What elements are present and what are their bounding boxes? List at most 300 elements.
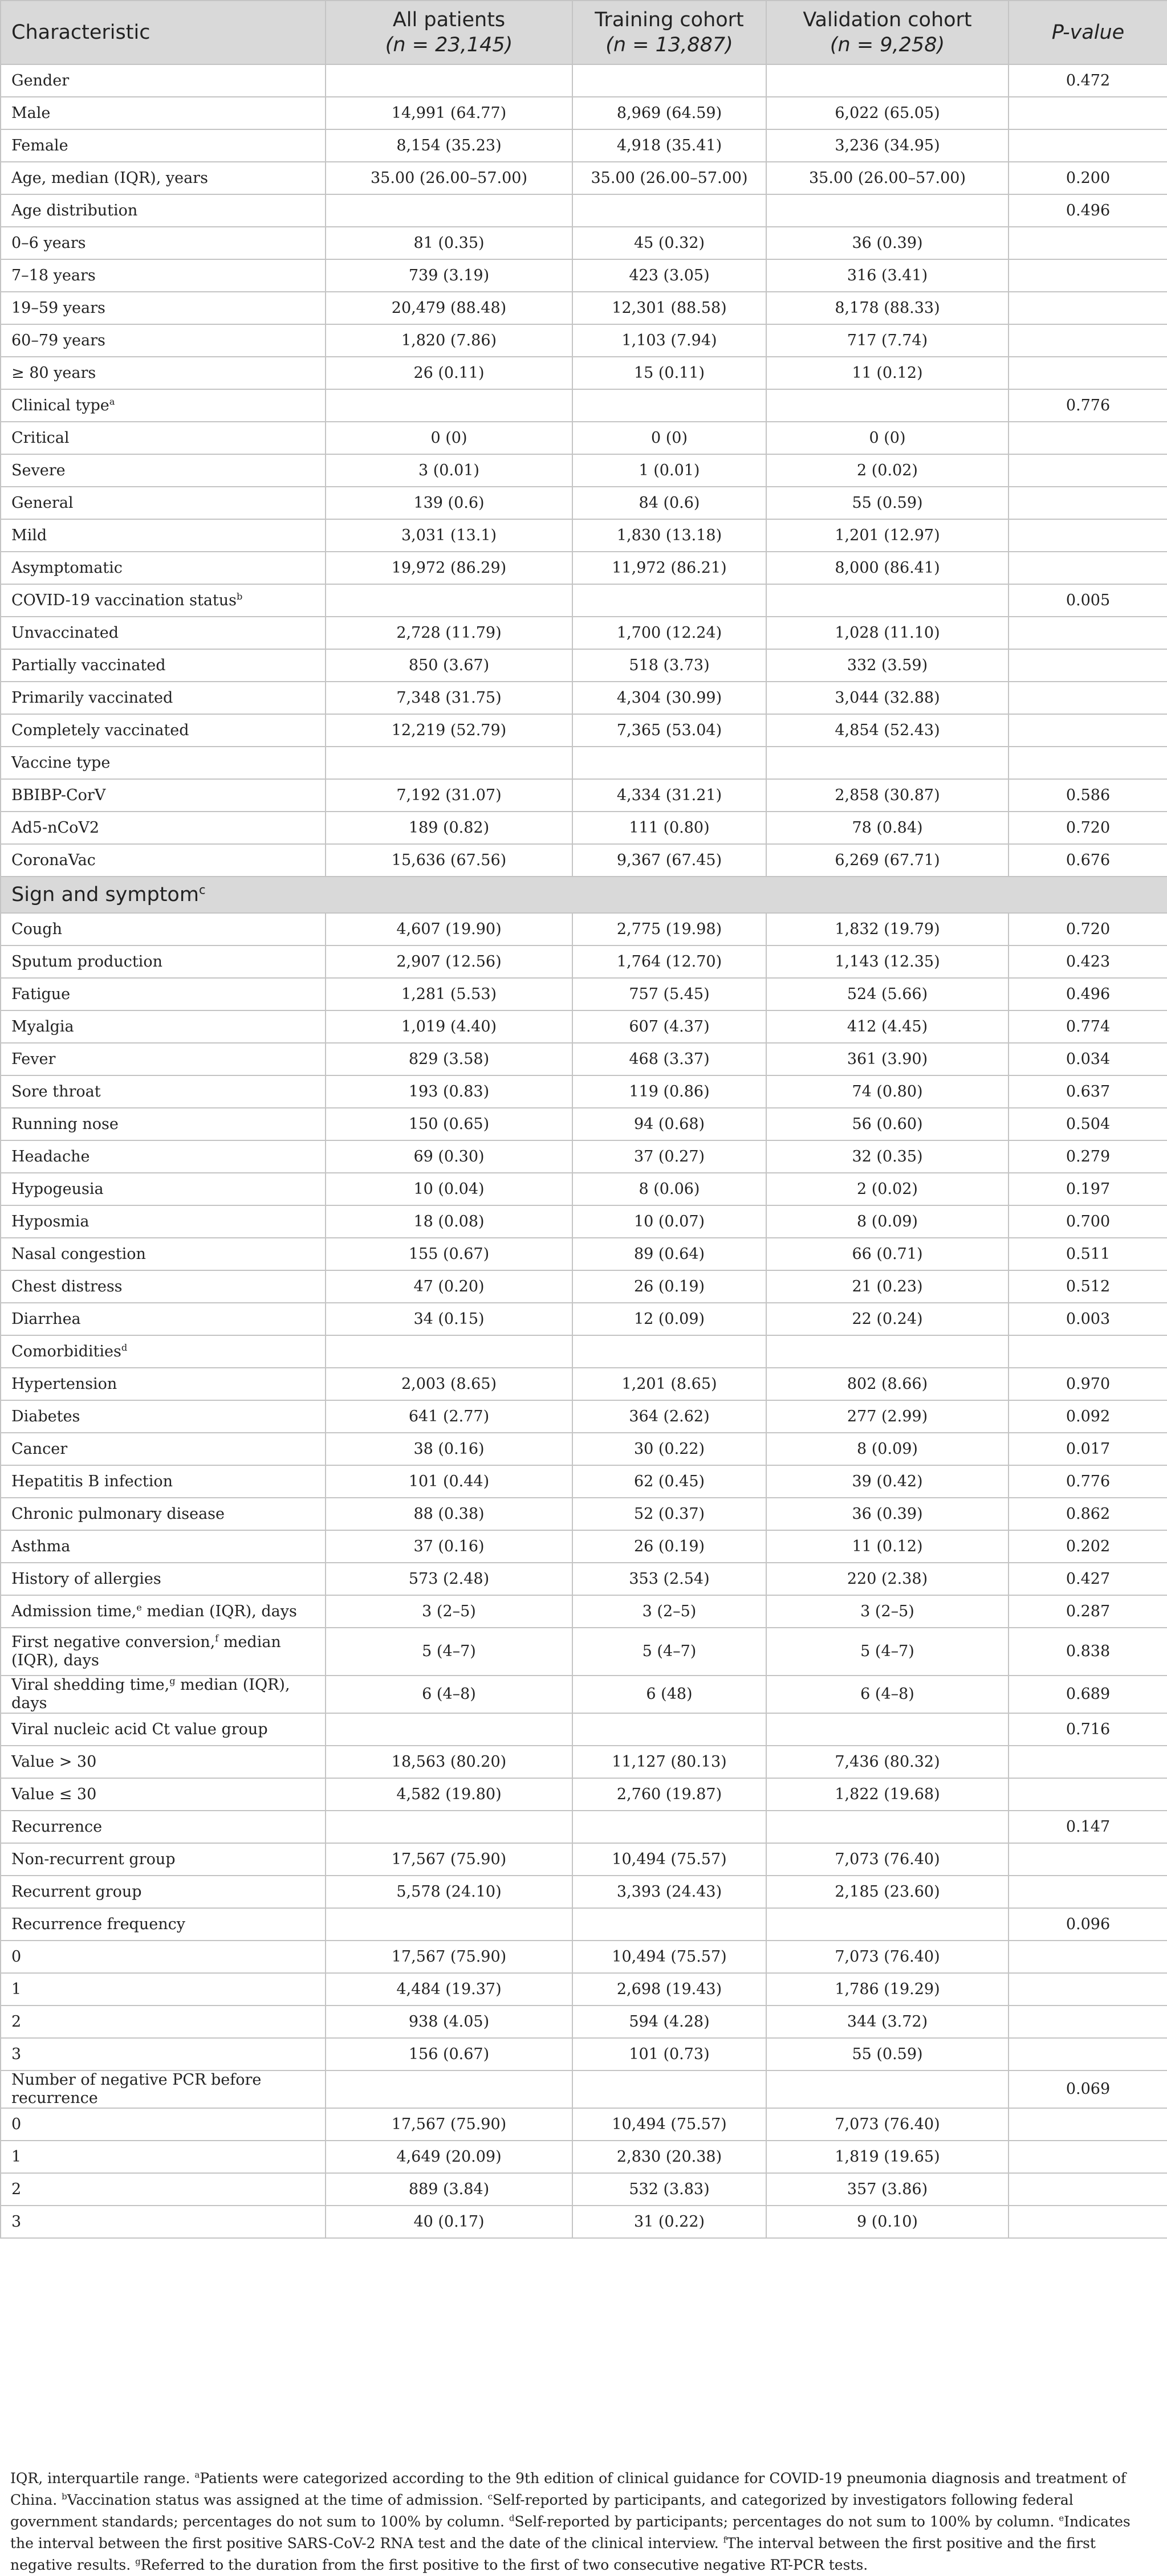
row-label-text: COVID-19 vaccination status bbox=[11, 591, 237, 609]
footnote-marker: f bbox=[723, 2534, 727, 2545]
row-label-text: Vaccine type bbox=[11, 753, 111, 772]
cell-all-patients: 2,728 (11.79) bbox=[326, 617, 572, 649]
cell-pvalue: 0.776 bbox=[1009, 389, 1167, 422]
cell-training-cohort bbox=[572, 1335, 766, 1368]
cell-all-patients: 8,154 (35.23) bbox=[326, 129, 572, 162]
row-label-text: Value ≤ 30 bbox=[11, 1785, 97, 1803]
row-label bbox=[1, 1973, 326, 2006]
cell-training-cohort: 84 (0.6) bbox=[572, 487, 766, 519]
cell-pvalue: 0.092 bbox=[1009, 1400, 1167, 1433]
cell-pvalue: 0.197 bbox=[1009, 1173, 1167, 1205]
row-label-text: Severe bbox=[11, 461, 66, 479]
cell-training-cohort: 45 (0.32) bbox=[572, 227, 766, 259]
cell-all-patients bbox=[326, 1908, 572, 1941]
cell-all-patients bbox=[326, 2070, 572, 2108]
cell-training-cohort: 10,494 (75.57) bbox=[572, 1843, 766, 1876]
cell-pvalue bbox=[1009, 1973, 1167, 2006]
table-row bbox=[1, 747, 1167, 779]
row-label-text: Partially vaccinated bbox=[11, 656, 166, 674]
cell-validation-cohort: 6,022 (65.05) bbox=[766, 97, 1009, 129]
row-label-text: ≥ 80 years bbox=[11, 364, 96, 382]
cell-validation-cohort: 55 (0.59) bbox=[766, 2038, 1009, 2070]
row-label-text: General bbox=[11, 494, 74, 512]
cell-all-patients: 15,636 (67.56) bbox=[326, 844, 572, 877]
cell-validation-cohort: 1,786 (19.29) bbox=[766, 1973, 1009, 2006]
cell-validation-cohort: 2,858 (30.87) bbox=[766, 779, 1009, 812]
footnote-marker: e bbox=[1059, 2513, 1064, 2524]
cell-validation-cohort: 6 (4–8) bbox=[766, 1676, 1009, 1713]
cell-all-patients: 5,578 (24.10) bbox=[326, 1876, 572, 1908]
row-label bbox=[1, 2206, 326, 2238]
cell-pvalue: 0.472 bbox=[1009, 64, 1167, 97]
cell-training-cohort bbox=[572, 1713, 766, 1746]
row-label-text: Non-recurrent group bbox=[11, 1850, 176, 1868]
cell-training-cohort: 101 (0.73) bbox=[572, 2038, 766, 2070]
cell-pvalue bbox=[1009, 1778, 1167, 1811]
row-label-text: Diarrhea bbox=[11, 1310, 81, 1328]
cell-training-cohort: 31 (0.22) bbox=[572, 2206, 766, 2238]
cell-validation-cohort: 316 (3.41) bbox=[766, 259, 1009, 292]
cell-all-patients: 1,281 (5.53) bbox=[326, 978, 572, 1010]
cell-pvalue: 0.069 bbox=[1009, 2070, 1167, 2108]
table-row bbox=[1, 913, 1167, 945]
cell-pvalue: 0.716 bbox=[1009, 1713, 1167, 1746]
cell-validation-cohort: 55 (0.59) bbox=[766, 487, 1009, 519]
table-row bbox=[1, 1108, 1167, 1140]
cell-validation-cohort: 39 (0.42) bbox=[766, 1465, 1009, 1498]
cell-validation-cohort: 1,201 (12.97) bbox=[766, 519, 1009, 552]
cell-pvalue: 0.147 bbox=[1009, 1811, 1167, 1843]
footnote-text: Referred to the duration from the first positive to the first of two consecutive negative RT-PCR tests. bbox=[140, 2557, 868, 2573]
cell-training-cohort: 4,334 (31.21) bbox=[572, 779, 766, 812]
cell-validation-cohort: 22 (0.24) bbox=[766, 1303, 1009, 1335]
cell-pvalue: 0.496 bbox=[1009, 978, 1167, 1010]
table-row bbox=[1, 1811, 1167, 1843]
cell-training-cohort: 518 (3.73) bbox=[572, 649, 766, 682]
footnote-marker: a bbox=[194, 2469, 200, 2480]
header-pvalue bbox=[1009, 1, 1167, 64]
cell-validation-cohort: 9 (0.10) bbox=[766, 2206, 1009, 2238]
cell-all-patients: 47 (0.20) bbox=[326, 1270, 572, 1303]
row-label-text: Headache bbox=[11, 1147, 90, 1165]
cell-all-patients: 739 (3.19) bbox=[326, 259, 572, 292]
table-row bbox=[1, 1908, 1167, 1941]
row-label bbox=[1, 2038, 326, 2070]
table-row bbox=[1, 129, 1167, 162]
row-label bbox=[1, 1530, 326, 1563]
cell-pvalue bbox=[1009, 129, 1167, 162]
row-label-text: 2 bbox=[11, 2012, 22, 2031]
row-label bbox=[1, 1368, 326, 1400]
row-label-text: Female bbox=[11, 136, 68, 154]
row-label-text: First negative conversion, bbox=[11, 1633, 215, 1651]
cell-all-patients: 26 (0.11) bbox=[326, 357, 572, 389]
cell-pvalue: 0.423 bbox=[1009, 945, 1167, 978]
cell-all-patients: 38 (0.16) bbox=[326, 1433, 572, 1465]
header-pvalue-text: P-value bbox=[1051, 21, 1125, 44]
cell-validation-cohort: 277 (2.99) bbox=[766, 1400, 1009, 1433]
row-label-text: Gender bbox=[11, 71, 70, 89]
footnote-marker: g bbox=[169, 1676, 176, 1686]
header-training-cohort bbox=[572, 1, 766, 64]
cell-pvalue bbox=[1009, 487, 1167, 519]
cell-validation-cohort: 56 (0.60) bbox=[766, 1108, 1009, 1140]
cell-training-cohort: 1,700 (12.24) bbox=[572, 617, 766, 649]
row-label-text: 7–18 years bbox=[11, 266, 96, 284]
row-label-text: Completely vaccinated bbox=[11, 721, 189, 739]
table-row bbox=[1, 162, 1167, 194]
cell-validation-cohort: 3,044 (32.88) bbox=[766, 682, 1009, 714]
table-row bbox=[1, 1530, 1167, 1563]
cell-all-patients: 37 (0.16) bbox=[326, 1530, 572, 1563]
cell-pvalue: 0.720 bbox=[1009, 913, 1167, 945]
cell-training-cohort bbox=[572, 1811, 766, 1843]
cell-validation-cohort: 7,073 (76.40) bbox=[766, 1941, 1009, 1973]
cell-validation-cohort: 74 (0.80) bbox=[766, 1075, 1009, 1108]
cell-all-patients: 4,649 (20.09) bbox=[326, 2141, 572, 2173]
row-label-text: Cough bbox=[11, 920, 62, 938]
row-label-text: 0 bbox=[11, 2115, 22, 2133]
row-label bbox=[1, 129, 326, 162]
table-row bbox=[1, 779, 1167, 812]
footnote-text: The interval between the first positive and the first negative results. bbox=[10, 2535, 1096, 2573]
row-label-text: History of allergies bbox=[11, 1570, 161, 1588]
cell-validation-cohort bbox=[766, 194, 1009, 227]
cell-pvalue bbox=[1009, 292, 1167, 324]
row-label-text: Chest distress bbox=[11, 1277, 123, 1295]
table-row bbox=[1, 1973, 1167, 2006]
row-label bbox=[1, 747, 326, 779]
cell-training-cohort: 594 (4.28) bbox=[572, 2006, 766, 2038]
row-label-text: Recurrence frequency bbox=[11, 1915, 185, 1933]
row-label bbox=[1, 1876, 326, 1908]
footnote-marker: g bbox=[135, 2556, 141, 2567]
cell-validation-cohort: 717 (7.74) bbox=[766, 324, 1009, 357]
table-row bbox=[1, 1238, 1167, 1270]
cell-validation-cohort: 2,185 (23.60) bbox=[766, 1876, 1009, 1908]
cell-training-cohort: 62 (0.45) bbox=[572, 1465, 766, 1498]
table-row bbox=[1, 1043, 1167, 1075]
row-label bbox=[1, 714, 326, 747]
header-all-label: All patients bbox=[392, 9, 506, 31]
cell-pvalue bbox=[1009, 552, 1167, 584]
table-row bbox=[1, 324, 1167, 357]
cell-pvalue: 0.512 bbox=[1009, 1270, 1167, 1303]
row-label bbox=[1, 844, 326, 877]
cell-pvalue: 0.637 bbox=[1009, 1075, 1167, 1108]
cell-training-cohort: 4,304 (30.99) bbox=[572, 682, 766, 714]
row-label-text: 0–6 years bbox=[11, 234, 86, 252]
cell-training-cohort: 3 (2–5) bbox=[572, 1595, 766, 1628]
cell-training-cohort: 94 (0.68) bbox=[572, 1108, 766, 1140]
cell-validation-cohort: 1,822 (19.68) bbox=[766, 1778, 1009, 1811]
cell-pvalue: 0.776 bbox=[1009, 1465, 1167, 1498]
row-label-text: Hyposmia bbox=[11, 1212, 90, 1230]
table-row bbox=[1, 292, 1167, 324]
row-label-text: Running nose bbox=[11, 1115, 119, 1133]
row-label bbox=[1, 2006, 326, 2038]
cell-training-cohort: 6 (48) bbox=[572, 1676, 766, 1713]
cell-pvalue bbox=[1009, 422, 1167, 454]
cell-pvalue: 0.862 bbox=[1009, 1498, 1167, 1530]
row-label-text: Viral shedding time, bbox=[11, 1676, 170, 1694]
cell-all-patients bbox=[326, 389, 572, 422]
row-label bbox=[1, 552, 326, 584]
cell-training-cohort: 4,918 (35.41) bbox=[572, 129, 766, 162]
cell-all-patients: 4,607 (19.90) bbox=[326, 913, 572, 945]
cell-validation-cohort: 8 (0.09) bbox=[766, 1205, 1009, 1238]
cell-all-patients: 573 (2.48) bbox=[326, 1563, 572, 1595]
table-row bbox=[1, 978, 1167, 1010]
row-label-text: Clinical type bbox=[11, 396, 109, 414]
cell-training-cohort: 119 (0.86) bbox=[572, 1075, 766, 1108]
table-row bbox=[1, 945, 1167, 978]
table-row bbox=[1, 227, 1167, 259]
footnote-marker: c bbox=[487, 2491, 493, 2502]
cell-pvalue: 0.005 bbox=[1009, 584, 1167, 617]
header-validation-cohort bbox=[766, 1, 1009, 64]
cell-pvalue bbox=[1009, 1941, 1167, 1973]
cell-validation-cohort: 1,832 (19.79) bbox=[766, 913, 1009, 945]
row-label-text: Mild bbox=[11, 526, 47, 544]
cell-training-cohort: 8,969 (64.59) bbox=[572, 97, 766, 129]
table-row bbox=[1, 2206, 1167, 2238]
cell-all-patients: 150 (0.65) bbox=[326, 1108, 572, 1140]
cell-validation-cohort bbox=[766, 747, 1009, 779]
footnote-marker: b bbox=[237, 590, 243, 602]
table-row bbox=[1, 1498, 1167, 1530]
table-row bbox=[1, 1075, 1167, 1108]
row-label bbox=[1, 1173, 326, 1205]
row-label-text: Recurrence bbox=[11, 1817, 103, 1836]
table-row bbox=[1, 1205, 1167, 1238]
cell-pvalue: 0.287 bbox=[1009, 1595, 1167, 1628]
cell-validation-cohort: 0 (0) bbox=[766, 422, 1009, 454]
cell-validation-cohort bbox=[766, 2070, 1009, 2108]
cell-pvalue: 0.504 bbox=[1009, 1108, 1167, 1140]
cell-validation-cohort bbox=[766, 1908, 1009, 1941]
cell-validation-cohort bbox=[766, 389, 1009, 422]
cell-training-cohort: 10,494 (75.57) bbox=[572, 2108, 766, 2141]
cell-all-patients: 2,907 (12.56) bbox=[326, 945, 572, 978]
cell-pvalue bbox=[1009, 747, 1167, 779]
cell-pvalue bbox=[1009, 714, 1167, 747]
cell-training-cohort: 468 (3.37) bbox=[572, 1043, 766, 1075]
cell-all-patients: 193 (0.83) bbox=[326, 1075, 572, 1108]
row-label bbox=[1, 913, 326, 945]
row-label bbox=[1, 1595, 326, 1628]
cell-pvalue bbox=[1009, 357, 1167, 389]
cell-validation-cohort: 7,073 (76.40) bbox=[766, 1843, 1009, 1876]
cell-validation-cohort: 3,236 (34.95) bbox=[766, 129, 1009, 162]
row-label bbox=[1, 649, 326, 682]
row-label-text: CoronaVac bbox=[11, 851, 96, 869]
table-row bbox=[1, 519, 1167, 552]
table-row bbox=[1, 2006, 1167, 2038]
footnote-marker: d bbox=[121, 1342, 128, 1353]
cell-validation-cohort: 6,269 (67.71) bbox=[766, 844, 1009, 877]
cell-pvalue bbox=[1009, 97, 1167, 129]
table-row bbox=[1, 1335, 1167, 1368]
row-label bbox=[1, 162, 326, 194]
row-label bbox=[1, 1043, 326, 1075]
cell-all-patients: 155 (0.67) bbox=[326, 1238, 572, 1270]
cell-pvalue bbox=[1009, 2173, 1167, 2206]
row-label-text: 60–79 years bbox=[11, 331, 105, 349]
row-label bbox=[1, 1778, 326, 1811]
table-row bbox=[1, 714, 1167, 747]
table-row bbox=[1, 844, 1167, 877]
row-label-text: Comorbidities bbox=[11, 1342, 121, 1360]
row-label bbox=[1, 682, 326, 714]
cell-pvalue: 0.970 bbox=[1009, 1368, 1167, 1400]
table-row bbox=[1, 1595, 1167, 1628]
table-row bbox=[1, 2108, 1167, 2141]
cell-all-patients: 5 (4–7) bbox=[326, 1628, 572, 1676]
table-row bbox=[1, 584, 1167, 617]
cell-training-cohort: 10,494 (75.57) bbox=[572, 1941, 766, 1973]
table-row bbox=[1, 422, 1167, 454]
table-footnote bbox=[10, 2468, 1156, 2576]
cell-training-cohort: 1 (0.01) bbox=[572, 454, 766, 487]
footnote-marker: f bbox=[215, 1633, 219, 1644]
cell-pvalue: 0.017 bbox=[1009, 1433, 1167, 1465]
row-label bbox=[1, 2173, 326, 2206]
cell-validation-cohort: 7,436 (80.32) bbox=[766, 1746, 1009, 1778]
cell-training-cohort: 12 (0.09) bbox=[572, 1303, 766, 1335]
row-label-text: Primarily vaccinated bbox=[11, 688, 173, 707]
row-label-text: Sign and symptom bbox=[11, 883, 199, 906]
row-label-text: Sputum production bbox=[11, 952, 162, 971]
cell-validation-cohort: 8,178 (88.33) bbox=[766, 292, 1009, 324]
row-label-text: Fatigue bbox=[11, 985, 71, 1003]
cell-pvalue: 0.202 bbox=[1009, 1530, 1167, 1563]
cell-training-cohort: 1,764 (12.70) bbox=[572, 945, 766, 978]
cell-validation-cohort: 7,073 (76.40) bbox=[766, 2108, 1009, 2141]
cell-training-cohort: 10 (0.07) bbox=[572, 1205, 766, 1238]
section-header-row bbox=[1, 877, 1167, 913]
cell-all-patients: 40 (0.17) bbox=[326, 2206, 572, 2238]
cell-training-cohort: 9,367 (67.45) bbox=[572, 844, 766, 877]
cell-training-cohort: 364 (2.62) bbox=[572, 1400, 766, 1433]
table-row bbox=[1, 97, 1167, 129]
cell-training-cohort: 8 (0.06) bbox=[572, 1173, 766, 1205]
table-row bbox=[1, 1400, 1167, 1433]
cell-validation-cohort: 78 (0.84) bbox=[766, 812, 1009, 844]
cell-pvalue: 0.511 bbox=[1009, 1238, 1167, 1270]
cell-pvalue bbox=[1009, 1746, 1167, 1778]
cell-validation-cohort: 2 (0.02) bbox=[766, 1173, 1009, 1205]
cell-training-cohort: 2,775 (19.98) bbox=[572, 913, 766, 945]
row-label-text: Unvaccinated bbox=[11, 623, 119, 642]
cell-all-patients: 0 (0) bbox=[326, 422, 572, 454]
cell-pvalue: 0.034 bbox=[1009, 1043, 1167, 1075]
cell-pvalue bbox=[1009, 649, 1167, 682]
cell-training-cohort: 1,830 (13.18) bbox=[572, 519, 766, 552]
cell-training-cohort: 532 (3.83) bbox=[572, 2173, 766, 2206]
cell-validation-cohort: 5 (4–7) bbox=[766, 1628, 1009, 1676]
cell-training-cohort: 52 (0.37) bbox=[572, 1498, 766, 1530]
cell-training-cohort: 607 (4.37) bbox=[572, 1010, 766, 1043]
row-label-text: Myalgia bbox=[11, 1017, 74, 1036]
cell-training-cohort: 1,201 (8.65) bbox=[572, 1368, 766, 1400]
cell-training-cohort: 2,830 (20.38) bbox=[572, 2141, 766, 2173]
table-row bbox=[1, 1465, 1167, 1498]
footnote-text: Indicates the interval between the first positive SARS-CoV-2 RNA test and the date of the clinical interview. bbox=[10, 2513, 1131, 2551]
cell-validation-cohort: 1,819 (19.65) bbox=[766, 2141, 1009, 2173]
cell-all-patients: 4,484 (19.37) bbox=[326, 1973, 572, 2006]
row-label bbox=[1, 2070, 326, 2108]
cell-all-patients: 7,192 (31.07) bbox=[326, 779, 572, 812]
cell-all-patients bbox=[326, 1713, 572, 1746]
row-label bbox=[1, 1908, 326, 1941]
header-characteristic: Characteristic bbox=[1, 1, 326, 64]
row-label bbox=[1, 1270, 326, 1303]
table-row bbox=[1, 1676, 1167, 1713]
cell-validation-cohort: 21 (0.23) bbox=[766, 1270, 1009, 1303]
cell-pvalue bbox=[1009, 1843, 1167, 1876]
table-row bbox=[1, 812, 1167, 844]
header-all-n: (n = 23,145) bbox=[385, 34, 513, 56]
cell-all-patients: 641 (2.77) bbox=[326, 1400, 572, 1433]
table-row bbox=[1, 259, 1167, 292]
cell-all-patients: 139 (0.6) bbox=[326, 487, 572, 519]
table-row bbox=[1, 552, 1167, 584]
cell-validation-cohort bbox=[766, 1713, 1009, 1746]
cell-validation-cohort: 2 (0.02) bbox=[766, 454, 1009, 487]
cell-pvalue bbox=[1009, 454, 1167, 487]
row-label bbox=[1, 1941, 326, 1973]
cell-pvalue bbox=[1009, 324, 1167, 357]
cell-validation-cohort: 66 (0.71) bbox=[766, 1238, 1009, 1270]
cell-validation-cohort: 361 (3.90) bbox=[766, 1043, 1009, 1075]
table-row bbox=[1, 454, 1167, 487]
header-training-n: (n = 13,887) bbox=[605, 34, 733, 56]
footnote-text: Vaccination status was assigned at the time of admission. bbox=[67, 2492, 488, 2508]
cell-training-cohort bbox=[572, 747, 766, 779]
cell-validation-cohort bbox=[766, 64, 1009, 97]
row-label bbox=[1, 1433, 326, 1465]
footnote-text: IQR, interquartile range. bbox=[10, 2470, 195, 2487]
cell-training-cohort: 26 (0.19) bbox=[572, 1530, 766, 1563]
cell-training-cohort: 37 (0.27) bbox=[572, 1140, 766, 1173]
cell-training-cohort: 12,301 (88.58) bbox=[572, 292, 766, 324]
row-label-text: Asthma bbox=[11, 1537, 71, 1555]
cell-validation-cohort: 35.00 (26.00–57.00) bbox=[766, 162, 1009, 194]
table-header-row bbox=[1, 1, 1167, 64]
cell-validation-cohort: 3 (2–5) bbox=[766, 1595, 1009, 1628]
cell-training-cohort: 1,103 (7.94) bbox=[572, 324, 766, 357]
row-label-text: Nasal congestion bbox=[11, 1245, 146, 1263]
cell-all-patients: 12,219 (52.79) bbox=[326, 714, 572, 747]
table-row bbox=[1, 1843, 1167, 1876]
cell-all-patients: 69 (0.30) bbox=[326, 1140, 572, 1173]
cell-pvalue bbox=[1009, 2006, 1167, 2038]
row-label bbox=[1, 779, 326, 812]
cell-all-patients: 1,820 (7.86) bbox=[326, 324, 572, 357]
row-label bbox=[1, 1400, 326, 1433]
cell-training-cohort bbox=[572, 194, 766, 227]
table-row bbox=[1, 1270, 1167, 1303]
cell-all-patients: 1,019 (4.40) bbox=[326, 1010, 572, 1043]
row-label-text: Male bbox=[11, 104, 51, 122]
row-label bbox=[1, 978, 326, 1010]
row-label bbox=[1, 1465, 326, 1498]
table-row bbox=[1, 1368, 1167, 1400]
row-label bbox=[1, 519, 326, 552]
row-label bbox=[1, 877, 1167, 913]
row-label-text: Viral nucleic acid Ct value group bbox=[11, 1720, 268, 1738]
